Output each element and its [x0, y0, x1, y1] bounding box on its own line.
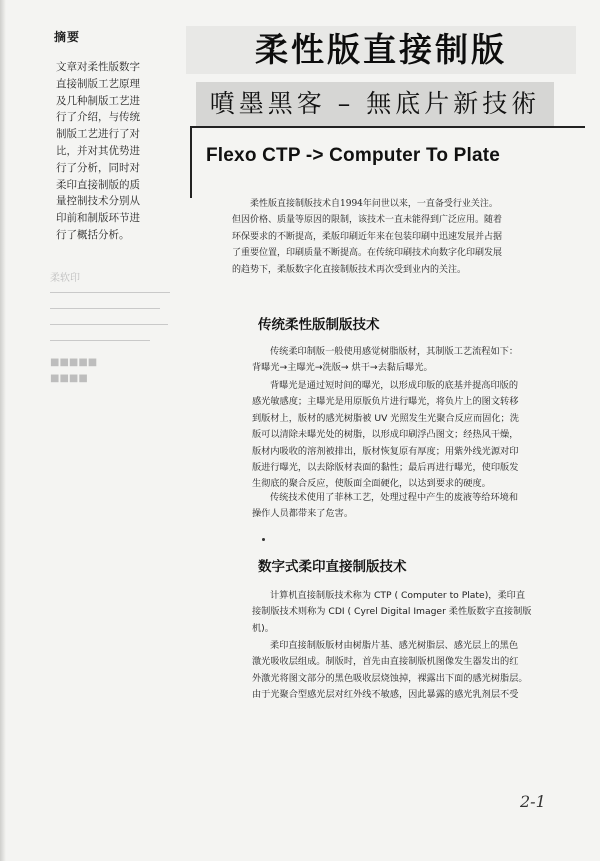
bleed-through-rule: [50, 340, 150, 341]
abstract-line: 行了介绍，与传统: [56, 111, 140, 124]
abstract-line: 行了概括分析。: [56, 228, 130, 241]
article-subtitle: 噴墨黑客 – 無底片新技術: [196, 82, 554, 126]
bleed-through-rule: [50, 324, 168, 325]
bleed-through-label: 柔软印: [50, 273, 80, 284]
intro-line: 环保要求的不断提高，柔版印刷近年来在包装印刷中迅速发展并占据: [232, 231, 503, 242]
intro-line: 的趋势下，柔版数字化直接制版技术再次受到业内的关注。: [232, 264, 467, 275]
title-frame-left-rule: [190, 126, 192, 198]
paragraph-line: 版材内吸收的溶剂被排出，版材恢复原有厚度；用紫外线光源对印: [252, 445, 519, 457]
paragraph-line: 机)。: [252, 622, 274, 634]
abstract-body: [50, 59, 186, 244]
paragraph-line: 传统技术使用了菲林工艺，处理过程中产生的废液等给环境和: [270, 492, 519, 503]
article-title: 柔性版直接制版: [186, 26, 576, 74]
abstract-title: 摘要: [54, 30, 81, 44]
abstract-line: 柔印直接制版的质: [56, 178, 140, 191]
paragraph-line: 接制版技术则称为 CDI ( Cyrel Digital Imager 柔性版数字直接制版: [252, 606, 532, 618]
scan-speck: [262, 538, 265, 541]
bleed-through-rule: [50, 292, 170, 293]
bleed-through-rule: [50, 308, 160, 309]
abstract-line: 制版工艺进行了对: [56, 128, 140, 141]
paragraph-line: 感光敏感度；主曝光是用原版负片进行曝光，将负片上的图文转移: [252, 396, 519, 408]
intro-paragraph: [232, 196, 576, 278]
abstract-line: 印前和制版环节进: [56, 212, 140, 225]
paragraph-line: 版可以清除未曝光处的树脂，以形成印刷浮凸图文；经热风干燥，: [252, 429, 519, 441]
paragraph-line: 外激光将图文部分的黑色吸收层烧蚀掉，裸露出下面的感光树脂层。: [252, 672, 528, 684]
english-title: Flexo CTP -> Computer To Plate: [206, 145, 501, 166]
paragraph-line: 生彻底的聚合反应，使版面全面硬化，以达到要求的硬度。: [252, 478, 491, 490]
title-frame-top-rule: [190, 126, 585, 128]
paragraph-line: 激光吸收层组成。制版时，首先由直接制版机图像发生器发出的红: [252, 656, 519, 668]
abstract-sidebar: [50, 28, 186, 244]
handwritten-page-mark: 2-1: [520, 792, 546, 811]
paragraph-line: 操作人员都带来了危害。: [252, 508, 354, 520]
abstract-line: 及几种制版工艺进: [56, 94, 140, 107]
abstract-line: 量控制技术分别从: [56, 195, 140, 208]
section-title-traditional: 传统柔性版制版技术: [258, 317, 380, 333]
paragraph-line: 计算机直接制版技术称为 CTP ( Computer to Plate)，柔印直: [270, 590, 526, 601]
abstract-line: 直接制版工艺原理: [56, 77, 140, 90]
section-paragraph: [252, 378, 584, 493]
paragraph-line: 到版材上，版材的感光树脂被 UV 光照发生光聚合反应而固化；洗: [252, 412, 519, 424]
paragraph-line: 由于光聚合型感光层对红外线不敏感，因此暴露的感光乳剂层不受: [252, 689, 519, 701]
section-paragraph: [252, 588, 584, 637]
bleed-through-line: ■■■■: [50, 373, 88, 384]
section-paragraph: [252, 490, 584, 523]
bleed-through-line: ■■■■■: [50, 357, 98, 368]
page-edge-shadow: [0, 0, 6, 861]
abstract-line: 文章对柔性版数字: [56, 61, 140, 73]
intro-line: 了重要位置，印刷质量不断提高。在传统印刷技术向数字化印刷发展: [232, 248, 503, 259]
abstract-line: 比，并对其优势进: [56, 144, 140, 157]
paragraph-line: 版进行曝光，以去除版材表面的黏性；最后再进行曝光，使印版发: [252, 462, 519, 474]
section-title-digital: 数字式柔印直接制版技术: [258, 559, 407, 575]
paragraph-line: 背曝光→主曝光→洗版→ 烘干→去黏后曝光。: [252, 362, 433, 374]
section-paragraph: [252, 638, 584, 704]
paragraph-line: 背曝光是通过短时间的曝光，以形成印版的底基并提高印版的: [270, 380, 519, 391]
intro-line: 但因价格、质量等原因的限制，该技术一直未能得到广泛应用。随着: [232, 215, 503, 226]
paragraph-line: 传统柔印制版一般使用感觉树脂版材，其制版工艺流程如下：: [270, 346, 519, 357]
paragraph-line: 柔印直接制版版材由树脂片基、感光树脂层、感光层上的黑色: [270, 640, 519, 651]
section-paragraph: [252, 344, 584, 377]
intro-line: 柔性版直接制版技术自1994年问世以来，一直备受行业关注。: [250, 199, 498, 209]
abstract-line: 行了分析，同时对: [56, 161, 140, 174]
